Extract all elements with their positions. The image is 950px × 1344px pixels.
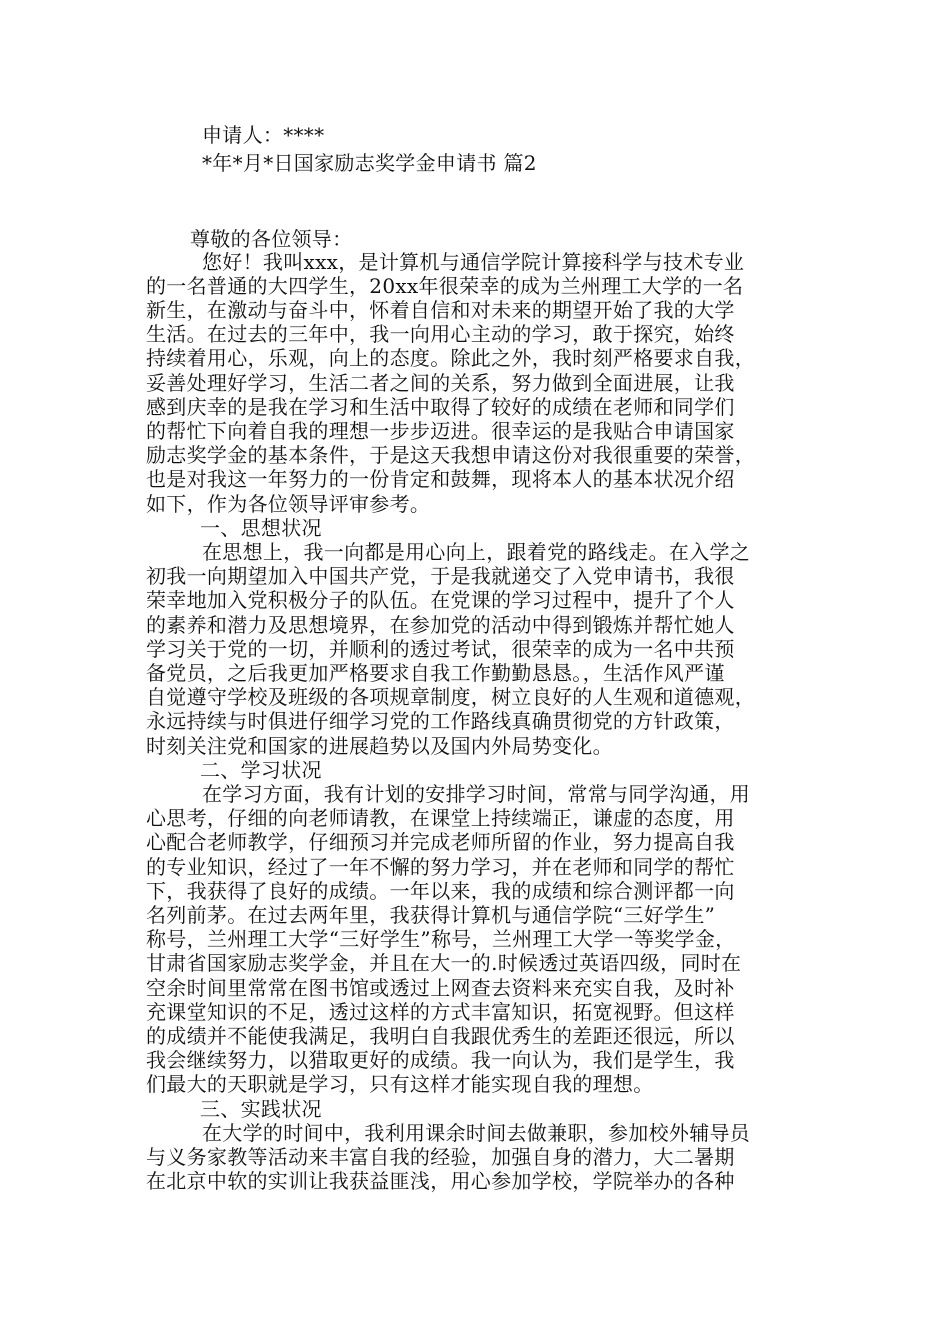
paragraph-line: 在思想上，我一向都是用心向上，跟着党的路线走。在入学之 <box>202 540 751 564</box>
paragraph-line: 的成绩并不能使我满足，我明白自我跟优秀生的差距还很远，所以 <box>146 1024 735 1048</box>
paragraph-line: 在学习方面，我有计划的安排学习时间，常常与同学沟通，用 <box>202 782 751 806</box>
paragraph-line: 名列前茅。在过去两年里，我获得计算机与通信学院“三好学生” <box>146 903 716 927</box>
paragraph-line: 永远持续与时俱进仔细学习党的工作路线真确贯彻党的方针政策， <box>146 709 735 733</box>
paragraph-line: 感到庆幸的是我在学习和生活中取得了较好的成绩在老师和同学们 <box>146 395 735 419</box>
date-title-line: *年*月*日国家励志奖学金申请书 篇2 <box>202 151 537 175</box>
paragraph-line: 在北京中软的实训让我获益匪浅，用心参加学校，学院举办的各种 <box>146 1169 735 1193</box>
paragraph-line: 的一名普通的大四学生，20xx年很荣幸的成为兰州理工大学的一名 <box>146 274 744 298</box>
paragraph-line: 我会继续努力，以猎取更好的成绩。我一向认为，我们是学生，我 <box>146 1048 735 1072</box>
section-heading: 一、思想状况 <box>200 516 322 540</box>
paragraph-line: 充课堂知识的不足，透过这样的方式丰富知识，拓宽视野。但这样 <box>146 1000 735 1024</box>
paragraph-line: 新生，在激动与奋斗中，怀着自信和对未来的期望开始了我的大学 <box>146 298 735 322</box>
paragraph-line: 心配合老师教学，仔细预习并完成老师所留的作业，努力提高自我 <box>146 830 735 854</box>
salutation: 尊敬的各位领导： <box>190 227 353 251</box>
paragraph-line: 空余时间里常常在图书馆或透过上网查去资料来充实自我，及时补 <box>146 976 735 1000</box>
paragraph-line: 初我一向期望加入中国共产党，于是我就递交了入党申请书，我很 <box>146 564 735 588</box>
paragraph-line: 的专业知识，经过了一年不懈的努力学习，并在老师和同学的帮忙 <box>146 855 735 879</box>
paragraph-line: 妥善处理好学习，生活二者之间的关系，努力做到全面进展，让我 <box>146 371 735 395</box>
paragraph-line: 们最大的天职就是学习，只有这样才能实现自我的理想。 <box>146 1072 654 1096</box>
paragraph-line: 如下，作为各位领导评审参考。 <box>146 492 431 516</box>
paragraph-line: 备党员，之后我更加严格要求自我工作勤勤恳恳。，生活作风严谨 <box>146 661 725 685</box>
paragraph-line: 荣幸地加入党积极分子的队伍。在党课的学习过程中，提升了个人 <box>146 588 735 612</box>
paragraph-line: 自觉遵守学校及班级的各项规章制度，树立良好的人生观和道德观， <box>146 685 755 709</box>
paragraph-line: 时刻关注党和国家的进展趋势以及国内外局势变化。 <box>146 734 613 758</box>
paragraph-line: 称号，兰州理工大学“三好学生”称号，兰州理工大学一等奖学金， <box>146 927 736 951</box>
section-heading: 二、学习状况 <box>200 758 322 782</box>
paragraph-line: 的素养和潜力及思想境界，在参加党的活动中得到锻炼并帮忙她人 <box>146 613 735 637</box>
paragraph-line: 您好！我叫xxx，是计算机与通信学院计算接科学与技术专业 <box>202 250 745 274</box>
paragraph-line: 励志奖学金的基本条件，于是这天我想申请这份对我很重要的荣誉， <box>146 443 755 467</box>
paragraph-line: 在大学的时间中，我利用课余时间去做兼职，参加校外辅导员 <box>202 1121 751 1145</box>
paragraph-line: 学习关于党的一切，并顺利的透过考试，很荣幸的成为一名中共预 <box>146 637 735 661</box>
applicant-line: 申请人：**** <box>202 123 325 147</box>
paragraph-line: 也是对我这一年努力的一份肯定和鼓舞，现将本人的基本状况介绍 <box>146 467 735 491</box>
paragraph-line: 持续着用心，乐观，向上的态度。除此之外，我时刻严格要求自我， <box>146 346 755 370</box>
paragraph-line: 甘肃省国家励志奖学金，并且在大一的.时候透过英语四级，同时在 <box>146 951 742 975</box>
paragraph-line: 与义务家教等活动来丰富自我的经验，加强自身的潜力，大二暑期 <box>146 1145 735 1169</box>
paragraph-line: 心思考，仔细的向老师请教，在课堂上持续端正，谦虚的态度，用 <box>146 806 735 830</box>
section-heading: 三、实践状况 <box>200 1097 322 1121</box>
paragraph-line: 下，我获得了良好的成绩。一年以来，我的成绩和综合测评都一向 <box>146 879 735 903</box>
paragraph-line: 的帮忙下向着自我的理想一步步迈进。很幸运的是我贴合申请国家 <box>146 419 735 443</box>
paragraph-line: 生活。在过去的三年中，我一向用心主动的学习，敢于探究，始终 <box>146 322 735 346</box>
